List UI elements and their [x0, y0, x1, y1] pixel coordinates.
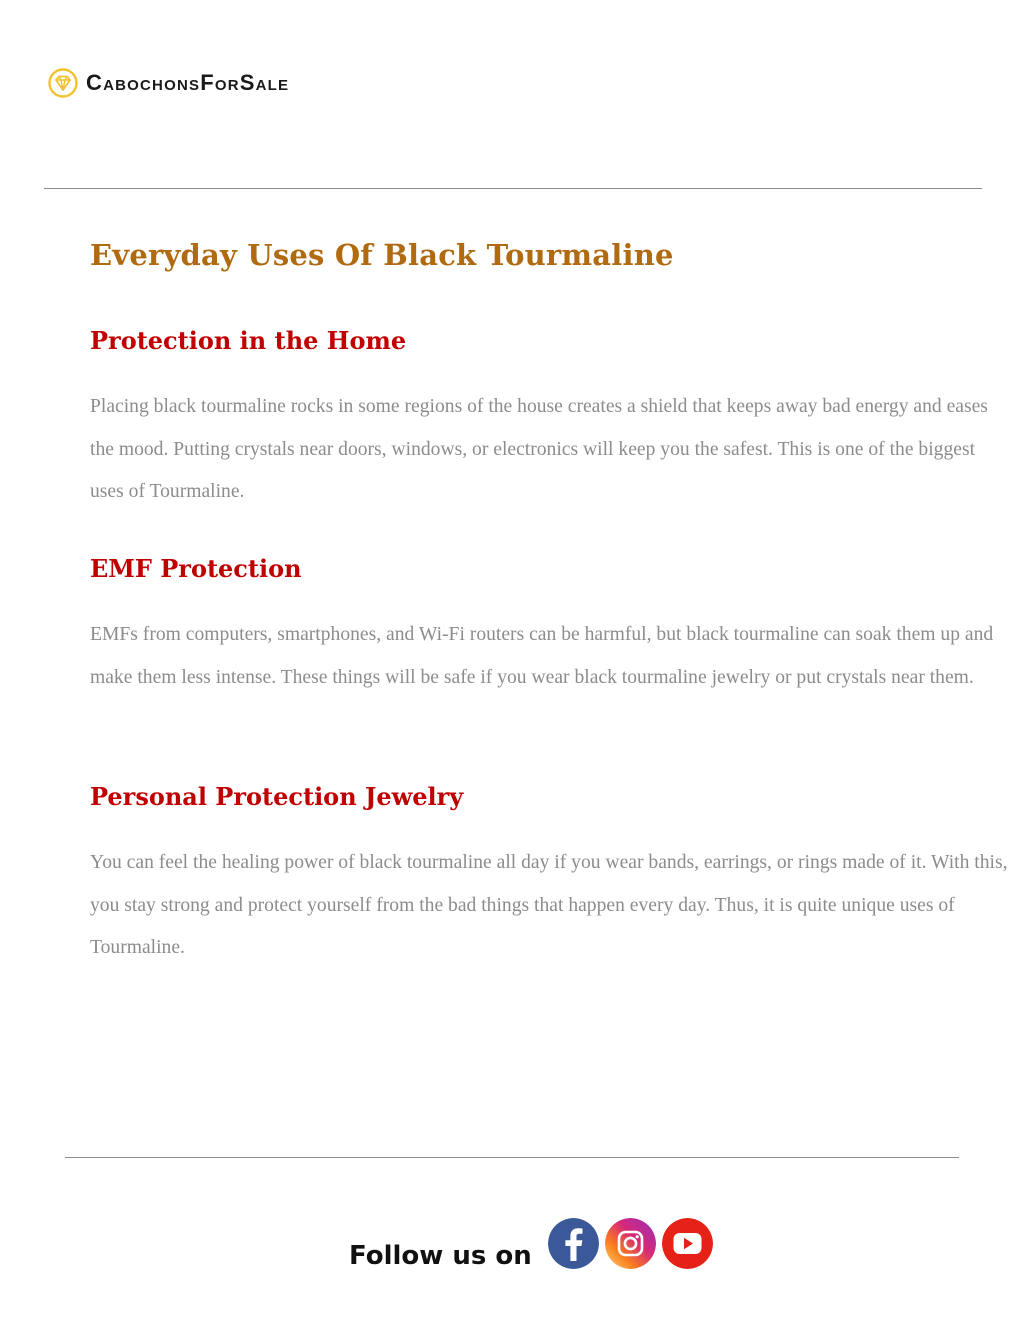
- footer-divider: [65, 1157, 959, 1158]
- header-divider: [44, 188, 982, 189]
- gem-icon: [48, 68, 78, 98]
- brand-logo[interactable]: [48, 66, 289, 100]
- brand-name: CabochonsForSale: [86, 70, 290, 95]
- section-heading-emf: EMF Protection: [90, 554, 302, 583]
- section-body-home: Placing black tourmaline rocks in some regions of the house creates a shield that keeps away bad energy and eases the mood. Putting crystals near doors, windows, or electronics will keep you the safest. This is one of the biggest uses of Tourmaline.: [90, 396, 988, 502]
- instagram-icon[interactable]: [605, 1218, 656, 1269]
- facebook-icon[interactable]: [548, 1218, 599, 1269]
- youtube-icon[interactable]: [662, 1218, 713, 1269]
- follow-label: Follow us on: [349, 1241, 532, 1271]
- section-body-emf: EMFs from computers, smartphones, and Wi-Fi routers can be harmful, but black tourmaline can soak them up and make them less intense. These things will be safe if you wear black tourmaline jewelry or put crystals near them.: [90, 624, 994, 688]
- social-follow: [349, 1218, 719, 1290]
- page-title: Everyday Uses Of Black Tourmaline: [90, 238, 674, 272]
- section-heading-home: Protection in the Home: [90, 326, 407, 355]
- section-heading-jewelry: Personal Protection Jewelry: [90, 782, 464, 811]
- section-body-jewelry: You can feel the healing power of black tourmaline all day if you wear bands, earrings, or rings made of it. With this, you stay strong and protect yourself from the bad things that happen every day. Thus, it is quite unique uses of Tourmaline.: [90, 852, 1008, 958]
